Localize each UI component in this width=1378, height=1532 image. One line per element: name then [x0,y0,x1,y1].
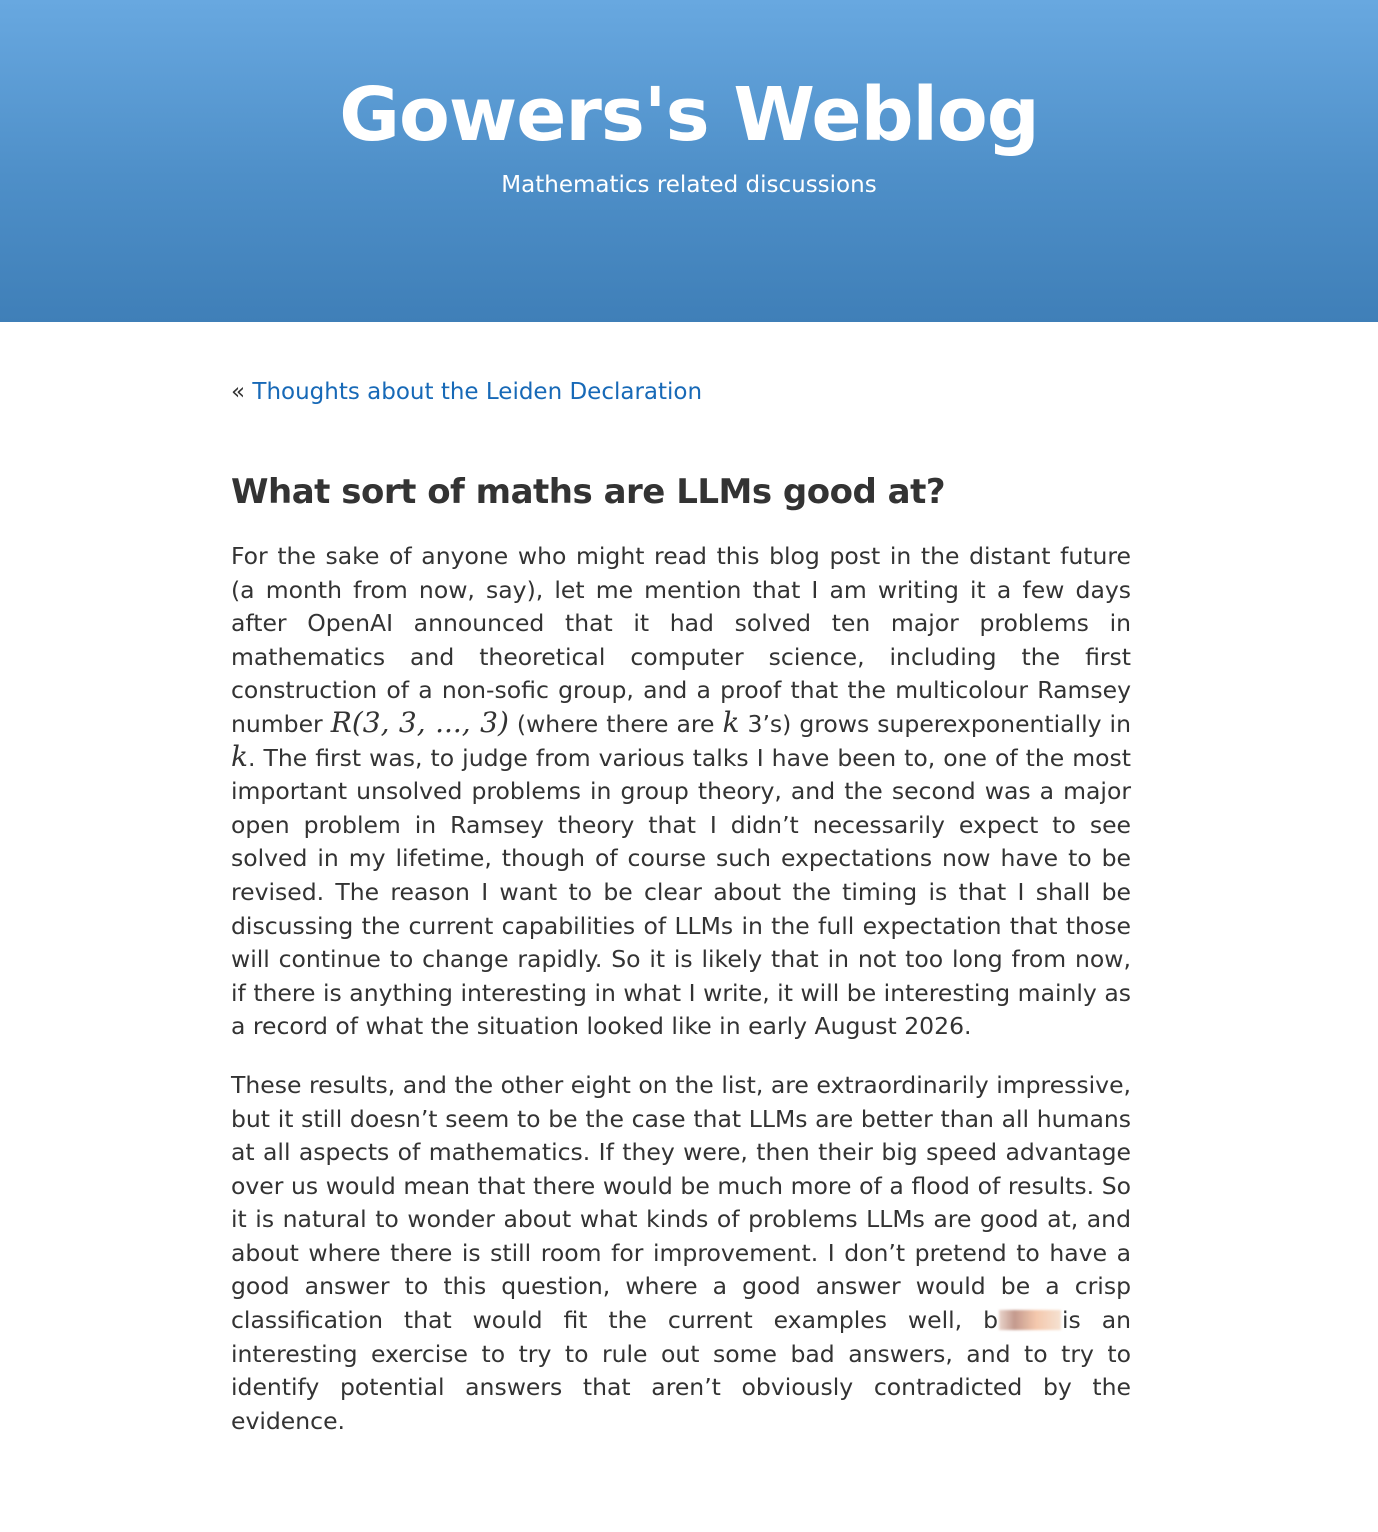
site-header [0,0,1378,322]
paragraph-text: is an interesting exercise to try to rule out some bad answers, and to try to identify potential answers that aren’t obviously contradicted by the evidence. [231,1306,1131,1435]
paragraph-text: These results, and the other eight on the list, are extraordinarily impressive, but it still doesn’t seem to be the case that LLMs are better than all humans at all aspects of mathematics. If they were, then their big speed advantage over us would mean that there would be much more of a flood of results. So it is natural to wonder about what kinds of problems LLMs are good at, and about where there is still room for improvement. I don’t pretend to have a good answer to this question, where a good answer would be a crisp classification that would fit the current examples well, b [231,1070,1131,1335]
site-subtitle: Mathematics related discussions [501,172,877,198]
previous-post-nav [231,376,1131,408]
redacted-text [999,1310,1061,1330]
previous-arrow: « [231,379,246,405]
paragraph-text: . The first was, to judge from various talks I have been to, one of the most important unsolved problems in group theory, and the second was a major open problem in Ramsey theory that I didn’t necessarily expect to see solved in my lifetime, though of course such expectations now have to be revised. The reason I want to be clear about the timing is that I shall be discussing the current capabilities of LLMs in the full expectation that those will continue to change rapidly. So it is likely that in not too long from now, if there is anything interesting in what I write, it will be interesting mainly as a record of what the situation looked like in early August 2026. [231,743,1131,1041]
math-k: k [231,739,248,773]
site-title[interactable]: Gowers's Weblog [339,72,1039,158]
post-paragraph [231,1069,1131,1439]
paragraph-text: 3’s) grows superexponentially in [747,709,1131,738]
paragraph-text: For the sake of anyone who might read this blog post in the distant future (a month from now, say), let me mention that I am writing it a few days after OpenAI announced that it had solved ten major problems in mathematics and theoretical computer science, including the first construction of a non-sofic group, and a proof that the multicolour Ramsey number [231,542,1131,738]
post-content [231,322,1131,1438]
previous-post-link[interactable]: Thoughts about the Leiden Declaration [252,379,703,405]
paragraph-text: (where there are [516,709,715,738]
math-ramsey-number: R(3, 3, ..., 3) [330,705,509,739]
post-title[interactable]: What sort of maths are LLMs good at? [231,472,946,512]
post-paragraph [231,540,1131,1044]
math-k: k [722,705,740,739]
